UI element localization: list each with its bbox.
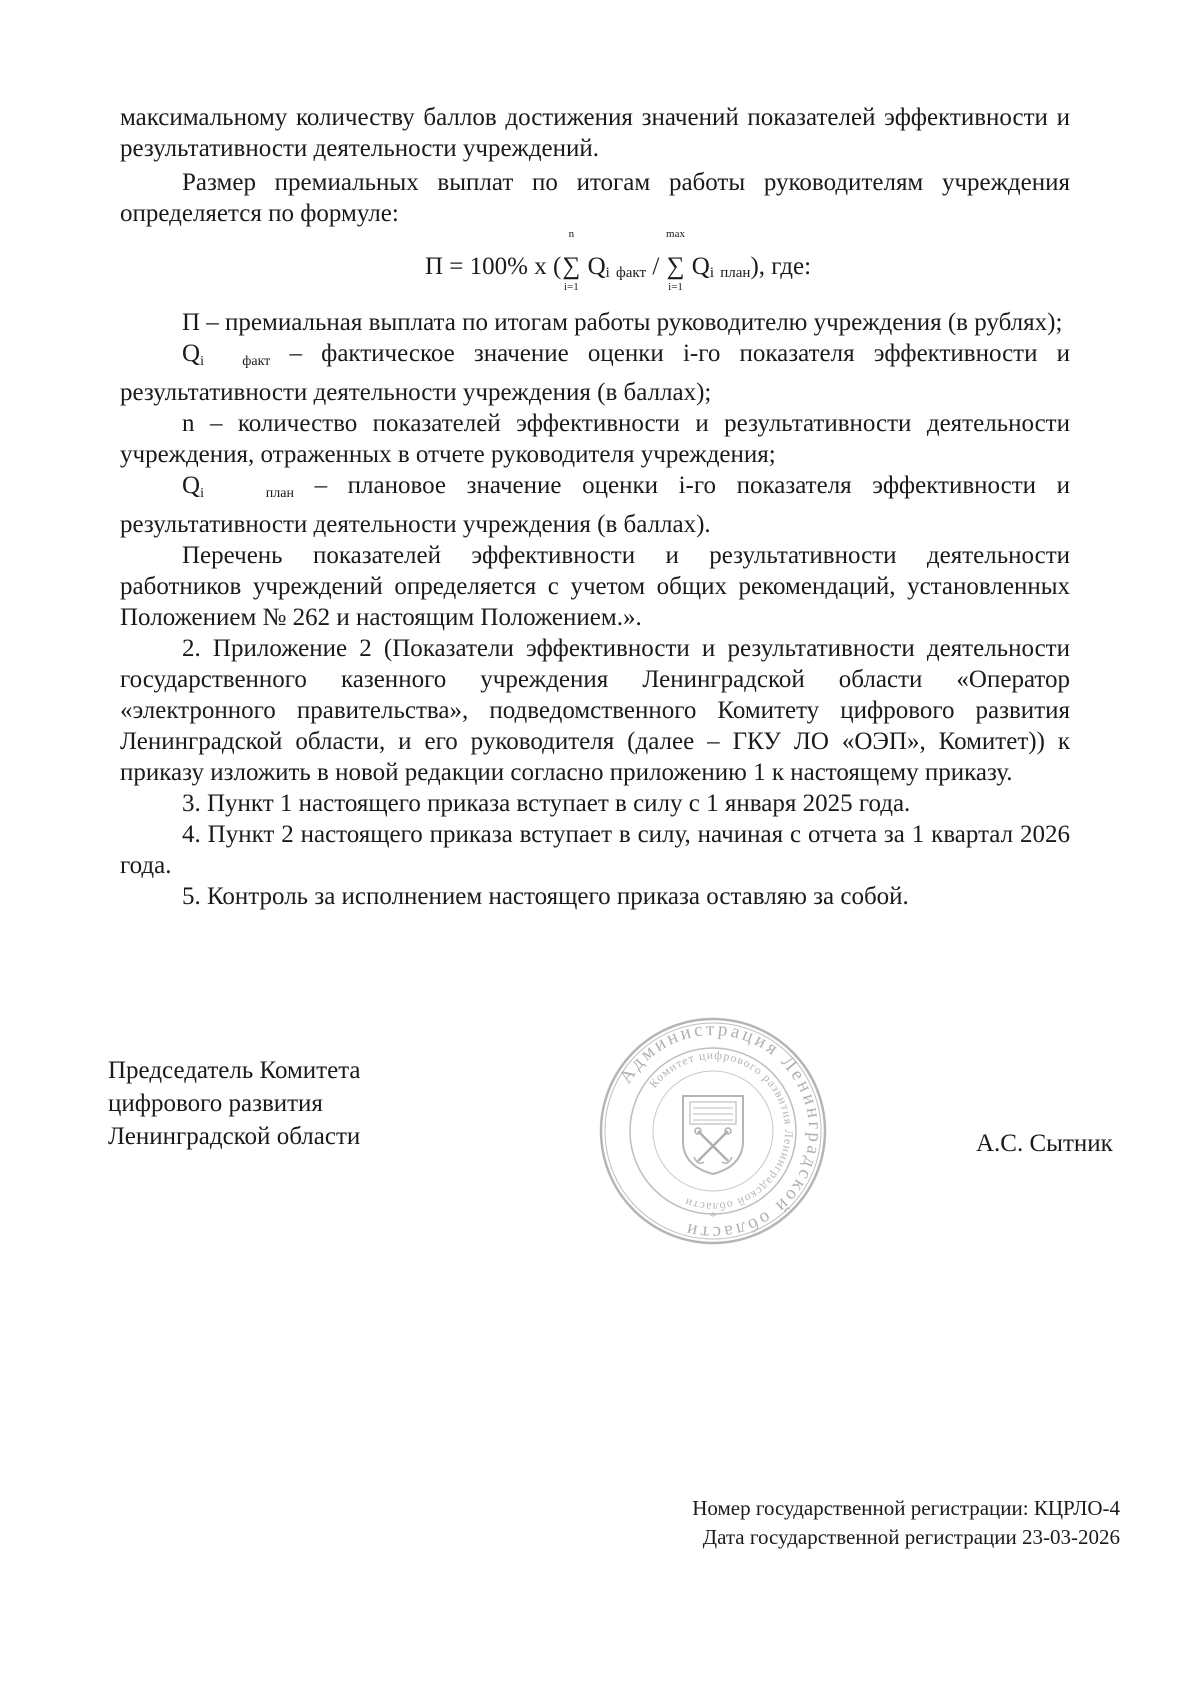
- sum-symbol-plan: max ∑ i=1: [666, 228, 686, 293]
- official-seal: [598, 1016, 828, 1246]
- signatory-title-line: Ленинградской области: [108, 1123, 361, 1150]
- paragraph-item-5: 5. Контроль за исполнением настоящего приказа оставляю за собой.: [182, 883, 909, 910]
- q-fact-subscript: факт: [616, 265, 647, 281]
- coat-of-arms-icon: [683, 1096, 743, 1174]
- registration-info: [630, 1494, 1120, 1552]
- paragraph-formula-intro: Размер премиальных выплат по итогам работы руководителям учреждения определяется по формуле:: [120, 169, 1070, 227]
- sum-upper-limit: n: [568, 228, 575, 240]
- formula-divide: /: [646, 253, 666, 280]
- signatory-title: [108, 1054, 361, 1153]
- q-index: i: [709, 265, 715, 281]
- document-body: [120, 102, 1070, 912]
- sum-lower-limit: i=1: [563, 281, 579, 293]
- signatory-name: А.С. Сытник: [976, 1130, 1113, 1157]
- q-plan-subscript: план: [720, 265, 751, 281]
- paragraph-item-3: 3. Пункт 1 настоящего приказа вступает в силу с 1 января 2025 года.: [182, 790, 911, 817]
- paragraph-definition-q-plan: Qi план – плановое значение оценки i-го показателя эффективности и результативности деятельности учреждения (в баллах).: [120, 472, 1071, 538]
- seal-inner-text: Комитет цифрового развития Ленинградской области: [646, 1047, 797, 1215]
- q-symbol: Q: [691, 253, 710, 280]
- registration-date: Дата государственной регистрации 23-03-2026: [702, 1525, 1120, 1549]
- signatory-title-line: цифрового развития: [108, 1090, 323, 1117]
- paragraph-indicator-list: Перечень показателей эффективности и результативности деятельности работников учреждений определяется с учетом общих рекомендаций, установленных Положением № 262 и настоящим Положением.».: [120, 542, 1070, 631]
- sum-upper-limit: max: [666, 228, 686, 240]
- sum-lower-limit: i=1: [668, 281, 683, 293]
- paragraph-item-4: 4. Пункт 2 настоящего приказа вступает в силу, начиная с отчета за 1 квартал 2026 года.: [120, 821, 1070, 879]
- paragraph-item-2: 2. Приложение 2 (Показатели эффективности и результативности деятельности государственного казенного учреждения Ленинградской области «Оператор «электронного правительства», подведомственного Комитету цифрового развития Ленинградской области, и его руководителя (далее – ГКУ ЛО «ОЭП», Комитет)) к приказу изложить в новой редакции согласно приложению 1 к настоящему приказу.: [120, 635, 1070, 786]
- paragraph-continuation: максимальному количеству баллов достижения значений показателей эффективности и результативности деятельности учреждений.: [120, 104, 1070, 162]
- q-index: i: [605, 265, 610, 281]
- registration-number: Номер государственной регистрации: КЦРЛО-4: [692, 1496, 1120, 1520]
- seal-outer-text: Администрация Ленинградской области: [615, 1018, 826, 1244]
- bonus-formula: [120, 229, 1070, 307]
- formula-tail: ), где:: [750, 253, 812, 280]
- sum-symbol-fact: n ∑ i=1: [562, 228, 581, 293]
- paragraph-definition-n: n – количество показателей эффективности и результативности деятельности учреждения, отраженных в отчете руководителя учреждения;: [120, 410, 1070, 468]
- formula-expression: [425, 228, 812, 293]
- formula-lhs: П = 100% x (: [425, 253, 562, 280]
- signatory-title-line: Председатель Комитета: [108, 1057, 361, 1084]
- q-symbol: Q: [587, 253, 606, 280]
- seal-star: *: [709, 1210, 717, 1225]
- paragraph-definition-q-fact: Qi факт – фактическое значение оценки i-го показателя эффективности и результативности деятельности учреждения (в баллах);: [120, 340, 1071, 406]
- paragraph-definition-p: П – премиальная выплата по итогам работы руководителю учреждения (в рублях);: [182, 309, 1063, 336]
